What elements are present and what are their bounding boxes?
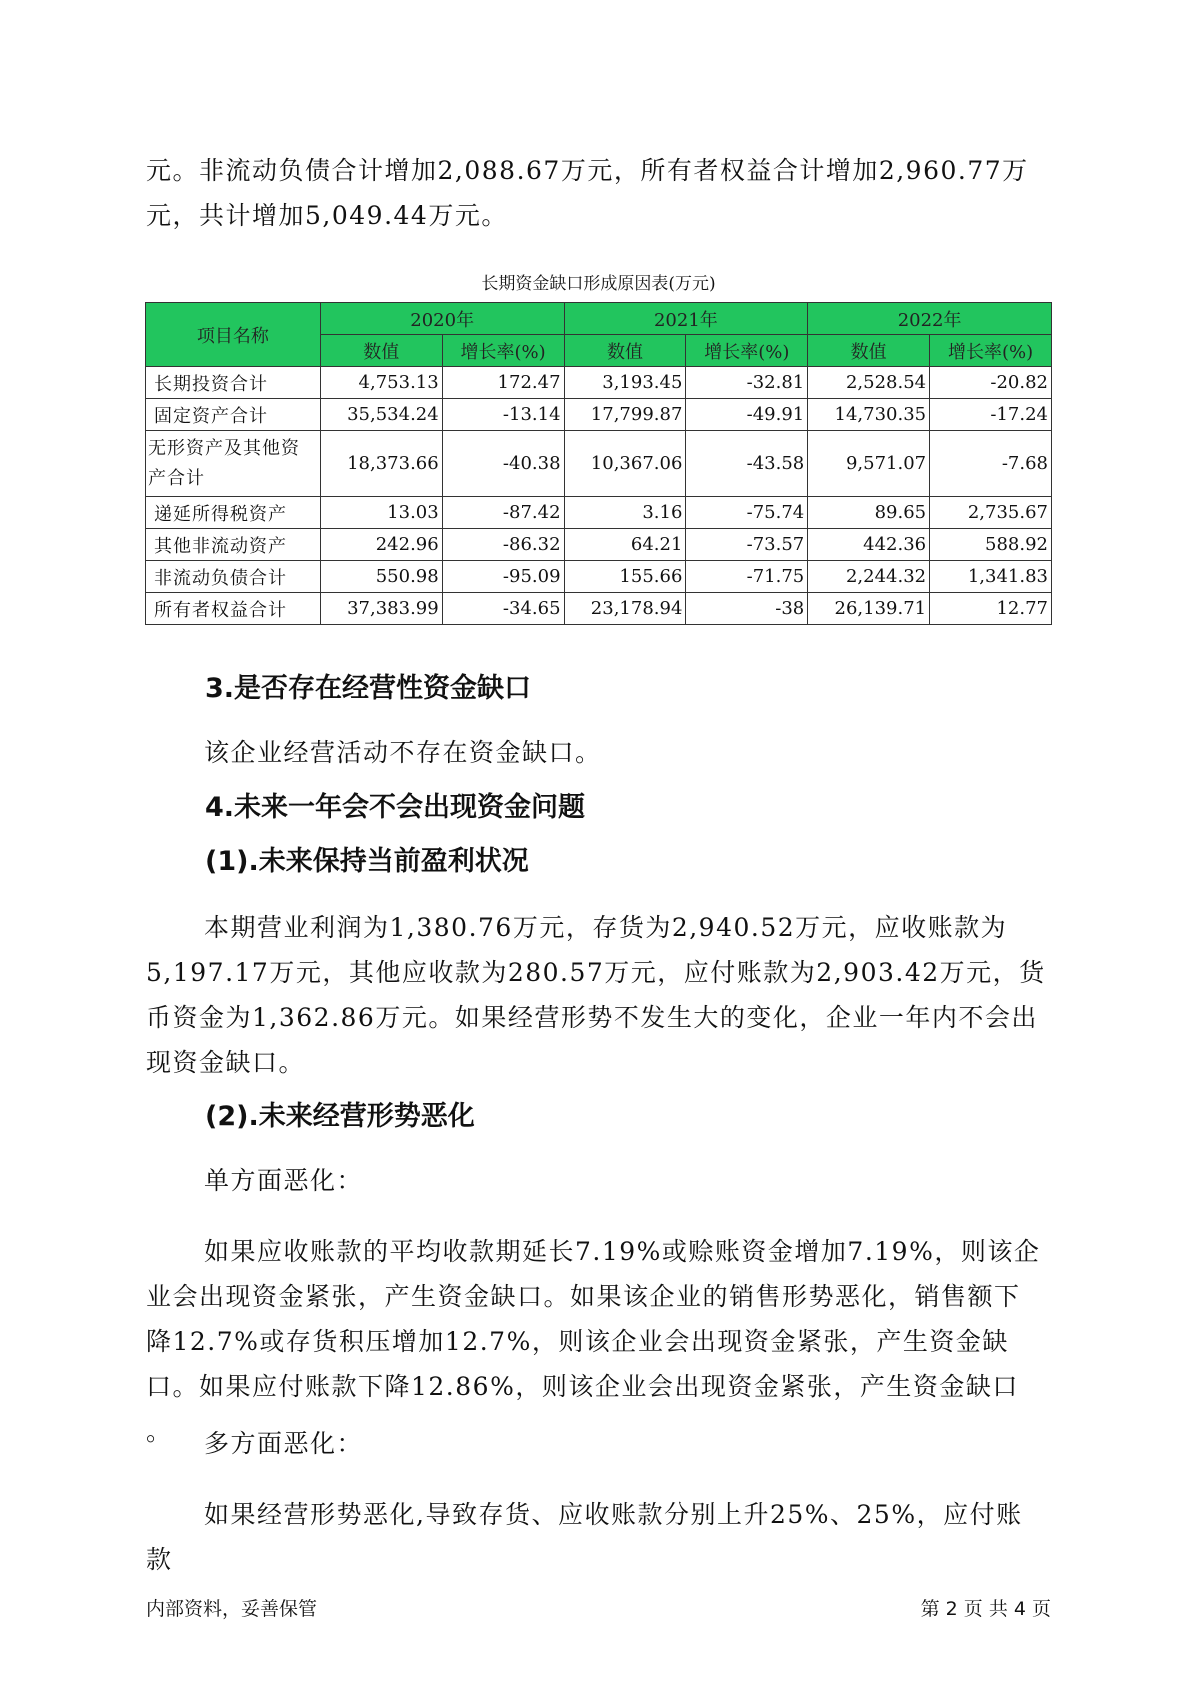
cell-value: -13.14 — [442, 399, 564, 431]
cell-value: -43.58 — [686, 431, 808, 497]
cell-value: -17.24 — [930, 399, 1052, 431]
table-row — [146, 367, 1052, 399]
cell-value: 12.77 — [930, 593, 1052, 625]
cell-value: -38 — [686, 593, 808, 625]
header-year-2020: 2020年 — [320, 303, 564, 335]
row-label: 其他非流动资产 — [146, 529, 321, 561]
table-row — [146, 529, 1052, 561]
row-label: 递延所得税资产 — [146, 497, 321, 529]
cell-value: -34.65 — [442, 593, 564, 625]
cell-value: -75.74 — [686, 497, 808, 529]
cell-value: 26,139.71 — [808, 593, 930, 625]
cell-value: 242.96 — [320, 529, 442, 561]
table-row — [146, 431, 1052, 497]
subheader-value: 数值 — [564, 335, 686, 367]
cell-value: 588.92 — [930, 529, 1052, 561]
section3-heading: 3.是否存在经营性资金缺口 — [205, 673, 532, 704]
subheader-growth: 增长率(%) — [442, 335, 564, 367]
cell-value: -87.42 — [442, 497, 564, 529]
cell-value: -95.09 — [442, 561, 564, 593]
cell-value: -86.32 — [442, 529, 564, 561]
cell-value: 10,367.06 — [564, 431, 686, 497]
cell-value: 1,341.83 — [930, 561, 1052, 593]
row-label: 所有者权益合计 — [146, 593, 321, 625]
table-row — [146, 561, 1052, 593]
table-row — [146, 593, 1052, 625]
row-label: 非流动负债合计 — [146, 561, 321, 593]
cell-value: 37,383.99 — [320, 593, 442, 625]
cell-value: 89.65 — [808, 497, 930, 529]
table-caption: 长期资金缺口形成原因表(万元) — [481, 274, 716, 294]
cell-value: -7.68 — [930, 431, 1052, 497]
section4-sub1-heading: (1).未来保持当前盈利状况 — [205, 846, 529, 877]
cell-value: 2,528.54 — [808, 367, 930, 399]
cell-value: 442.36 — [808, 529, 930, 561]
subheader-growth: 增长率(%) — [686, 335, 808, 367]
cell-value: 23,178.94 — [564, 593, 686, 625]
cell-value: 9,571.07 — [808, 431, 930, 497]
cell-value: -32.81 — [686, 367, 808, 399]
section4-sub2-heading: (2).未来经营形势恶化 — [205, 1101, 475, 1132]
section3-text: 该企业经营活动不存在资金缺口。 — [204, 738, 602, 767]
single-deterioration-label: 单方面恶化： — [204, 1166, 364, 1195]
subheader-value: 数值 — [320, 335, 442, 367]
subheader-growth: 增长率(%) — [930, 335, 1052, 367]
footer-page-number: 第 2 页 共 4 页 — [920, 1598, 1051, 1620]
single-deterioration-text: 如果应收账款的平均收款期延长7.19%或赊账资金增加7.19%，则该企业会出现资金紧张，产生资金缺口。如果该企业的销售形势恶化，销售额下降12.7%或存货积压增加12.7%，则该企业会出现资金紧张，产生资金缺口。如果应付账款下降12.86%，则该企业会出现资金紧张，产生资金缺口 。 — [146, 1237, 1041, 1446]
table-row — [146, 399, 1052, 431]
cell-value: 155.66 — [564, 561, 686, 593]
header-year-2021: 2021年 — [564, 303, 808, 335]
cell-value: 64.21 — [564, 529, 686, 561]
section4-sub1-text: 本期营业利润为1,380.76万元，存货为2,940.52万元，应收账款为5,197.17万元，其他应收款为280.57万元，应付账款为2,903.42万元，货币资金为1,362.86万元。如果经营形势不发生大的变化，企业一年内不会出现资金缺口。 — [146, 913, 1046, 1077]
cell-value: -73.57 — [686, 529, 808, 561]
row-label: 固定资产合计 — [146, 399, 321, 431]
cell-value: -20.82 — [930, 367, 1052, 399]
multi-deterioration-text: 如果经营形势恶化,导致存货、应收账款分别上升25%、25%，应付账款 — [146, 1500, 1023, 1574]
table-row — [146, 497, 1052, 529]
row-label: 长期投资合计 — [146, 367, 321, 399]
cell-value: 17,799.87 — [564, 399, 686, 431]
header-year-2022: 2022年 — [808, 303, 1052, 335]
cell-value: 4,753.13 — [320, 367, 442, 399]
multi-deterioration-label: 多方面恶化： — [204, 1429, 364, 1458]
intro-paragraph: 元。非流动负债合计增加2,088.67万元，所有者权益合计增加2,960.77万元，共计增加5,049.44万元。 — [146, 156, 1029, 230]
cell-value: 3.16 — [564, 497, 686, 529]
cell-value: 14,730.35 — [808, 399, 930, 431]
cell-value: 13.03 — [320, 497, 442, 529]
cell-value: 172.47 — [442, 367, 564, 399]
cell-value: 2,735.67 — [930, 497, 1052, 529]
row-label: 无形资产及其他资产合计 — [146, 431, 321, 497]
section4-heading: 4.未来一年会不会出现资金问题 — [205, 792, 586, 823]
cell-value: 3,193.45 — [564, 367, 686, 399]
funding-gap-table — [145, 302, 1052, 625]
cell-value: 35,534.24 — [320, 399, 442, 431]
cell-value: -49.91 — [686, 399, 808, 431]
subheader-value: 数值 — [808, 335, 930, 367]
cell-value: 2,244.32 — [808, 561, 930, 593]
cell-value: 18,373.66 — [320, 431, 442, 497]
cell-value: 550.98 — [320, 561, 442, 593]
header-item-name: 项目名称 — [146, 303, 321, 367]
cell-value: -40.38 — [442, 431, 564, 497]
footer-confidential-note: 内部资料，妥善保管 — [146, 1598, 318, 1620]
cell-value: -71.75 — [686, 561, 808, 593]
